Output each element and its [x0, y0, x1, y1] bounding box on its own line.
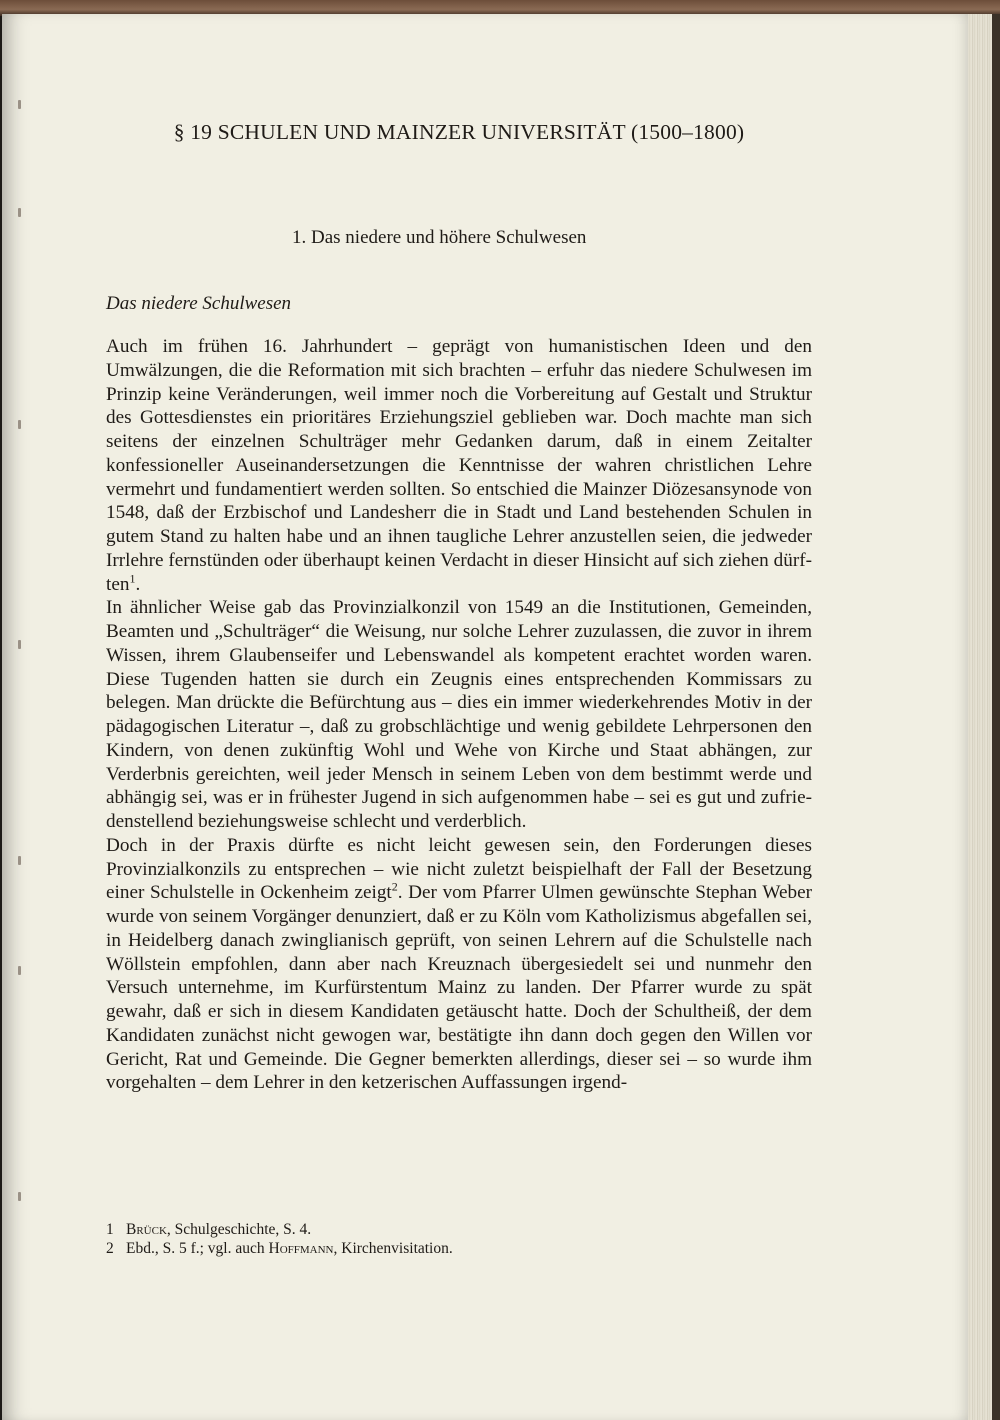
footnote-number: 2 [106, 1240, 114, 1257]
section-title: § 19 SCHULEN UND MAINZER UNIVERSITÄT (1500–1800) [173, 120, 745, 144]
margin-mark [18, 640, 21, 649]
body-text [106, 335, 812, 1095]
margin-mark [18, 100, 21, 109]
paragraph-text: Doch in der Praxis dürfte es nicht leicht gewesen sein, den Forderungen dieses Provinzialkonzils zu entsprechen – wie nicht zuletzt beispielhaft der Fall der Besetzung einer Schulstelle in Ockenheim zeigt [106, 834, 812, 904]
paragraph: Auch im frühen 16. Jahrhundert – geprägt von humanistischen Ideen und den Umwälzungen, die die Reformation mit sich brachten – erfuhr das niedere Schulwesen im Prinzip keine Veränderungen, weil immer noch die Vorbereitung auf Gestalt und Struktur des Gottesdienstes ein prioritäres Erziehungsziel geblieben war. Doch machte man sich seitens der einzelnen Schulträger mehr Gedanken darum, daß in einem Zeitalter konfessioneller Auseinandersetzungen die Kenntnisse der wahren christlichen Lehre vermehrt und fundamentiert werden sollten. So entschied die Mainzer Diözesansynode von 1548, daß der Erzbischof und Landesherr die in Stadt und Land bestehenden Schulen in gutem Stand zu halten habe und an ihnen taugliche Lehrer anzustellen seien, die jedweder Irrlehre fernstünden oder überhaupt keinen Verdacht in dieser Hinsicht auf sich ziehen dürften$^1$. [106, 336, 812, 595]
footnote [106, 1220, 706, 1239]
footnote-author: Hoffmann [268, 1240, 334, 1257]
scan-right-border [992, 14, 1000, 1420]
margin-mark [18, 856, 21, 865]
margin-mark [18, 420, 21, 429]
paragraph-text: . Der vom Pfarrer Ulmen gewünschte Stephan Weber wurde von seinem Vorgänger denunziert, daß er zu Köln vom Katholizismus abgefallen sei, in Heidelberg danach zwinglianisch geprüft, von seinen Lehrern auf die Schulstelle nach Wöllstein empfohlen, dann aber nach Kreuznach übergesiedelt sei und nunmehr den Versuch unternehme, im Kurfürstentum Mainz zu landen. Der Pfarrer wurde zu spät gewahr, daß er sich in diesem Kandidaten getäuscht hatte. Doch der Schultheiß, der dem Kandidaten zunächst nicht gewogen war, bestätigte ihn dann doch gegen den Willen vor Gericht, Rat und Gemeinde. Die Gegner bemerkten allerdings, dieser sei – so wurde ihm vorgehalten – dem Lehrer in den ketzerischen Auffassungen irgend- [106, 882, 812, 1094]
footnote-author: Brück [126, 1221, 167, 1238]
paragraph-text: In ähnlicher Weise gab das Provinzialkonzil von 1549 an die Institutionen, Gemeinden, Beamten und „Schulträger“ die Weisung, nur solche Lehrer zuzulassen, die zuvor in ihrem Wissen, ihrem Glaubenseifer und Lebenswandel als kompetent erachtet worden waren. Diese Tugenden hatten sie durch ein Zeugnis eines entsprechenden Kommissars zu belegen. Man drückte die Befürchtung aus – dies ein immer wiederkehrendes Motiv in der pädagogischen Literatur –, daß zu grobschlächtige und wenig gebildete Lehrpersonen den Kindern, von denen zukünftig Wohl und Wehe von Kirche und Staat abhängen, zur Verderbnis gereichten, weil jeder Mensch in seinem Leben von dem bestimmt werde und abhängig sei, was er in frühester Jugend in sich aufgenommen habe – sei es gut und zufriedenstellend beziehungsweise schlecht und verderblich. [106, 597, 812, 832]
footnote-ref[interactable]: 2 [391, 879, 398, 894]
footnote-text: , Kirchenvisitation. [333, 1240, 453, 1257]
minor-heading: Das niedere Schulwesen [106, 293, 292, 314]
paragraph [106, 596, 812, 834]
footnote-number: 1 [106, 1221, 114, 1238]
margin-mark [18, 208, 21, 217]
footnotes [106, 1220, 706, 1258]
margin-mark [18, 1192, 21, 1201]
margin-mark [18, 966, 21, 975]
page-content [106, 120, 812, 1095]
subsection-title: 1. Das niedere und höhere Schulwesen [292, 227, 587, 248]
footnote [106, 1239, 706, 1258]
footnote-text: , Schulgeschichte, S. 4. [166, 1221, 312, 1238]
paragraph-text: Auch im frühen 16. Jahrhundert – geprägt von humanistischen Ideen und den Umwälzungen, die die Reformation mit sich brachten – erfuhr das niedere Schulwesen im Prinzip keine Veränderungen, weil immer noch die Vorbereitung auf Gestalt und Struktur des Gottesdienstes ein prioritäres Erziehungsziel geblieben war. Doch machte man sich seitens der einzelnen Schulträger mehr Gedanken darum, daß in einem Zeitalter konfessioneller Auseinandersetzungen die Kenntnisse der wahren christlichen Lehre vermehrt und fundamentiert werden sollten. So entschied die Mainzer Diözesansynode von 1548, daß der Erzbischof und Landesherr die in Stadt und Land bestehenden Schulen in gutem Stand zu halten habe und an ihnen taugliche Lehrer anzustellen seien, die jedweder Irrlehre fernstünden oder überhaupt keinen Verdacht in dieser Hinsicht auf sich ziehen dürften [106, 336, 812, 595]
footnote-ref[interactable]: 1 [129, 571, 136, 586]
footnote-text: Ebd., S. 5 f.; vgl. auch [126, 1240, 269, 1257]
paragraph [106, 834, 812, 1095]
